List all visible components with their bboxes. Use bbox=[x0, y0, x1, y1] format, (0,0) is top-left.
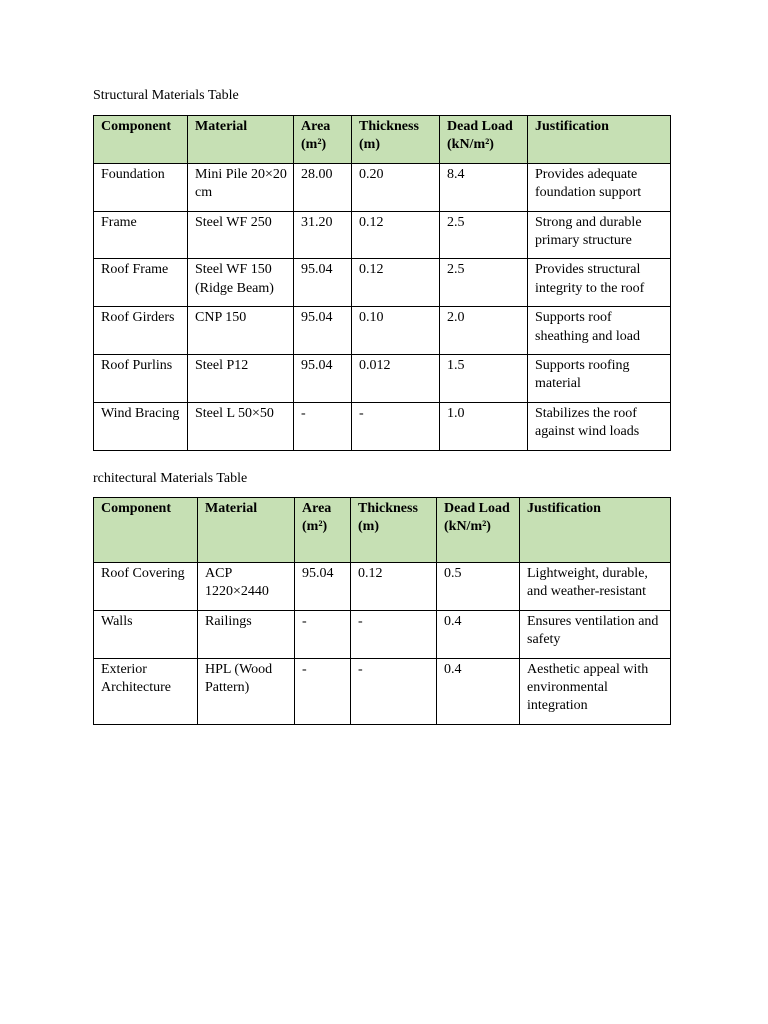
cell-dead-load: 0.5 bbox=[437, 563, 520, 611]
cell-thickness: 0.12 bbox=[352, 259, 440, 307]
cell-thickness: - bbox=[351, 610, 437, 658]
table-row bbox=[94, 658, 671, 724]
header-area: Area (m²) bbox=[294, 116, 352, 164]
cell-component: Roof Frame bbox=[94, 259, 188, 307]
table-row bbox=[94, 402, 671, 450]
cell-component: Roof Girders bbox=[94, 307, 188, 355]
cell-area: 95.04 bbox=[294, 259, 352, 307]
cell-component: Wind Bracing bbox=[94, 402, 188, 450]
cell-thickness: 0.10 bbox=[352, 307, 440, 355]
cell-dead-load: 2.0 bbox=[440, 307, 528, 355]
cell-material: Steel L 50×50 bbox=[188, 402, 294, 450]
cell-justification: Provides structural integrity to the roof bbox=[528, 259, 671, 307]
cell-material: ACP 1220×2440 bbox=[198, 563, 295, 611]
cell-area: - bbox=[294, 402, 352, 450]
cell-area: 31.20 bbox=[294, 211, 352, 259]
cell-justification: Lightweight, durable, and weather-resistant bbox=[520, 563, 671, 611]
header-material: Material bbox=[188, 116, 294, 164]
cell-material: HPL (Wood Pattern) bbox=[198, 658, 295, 724]
cell-area: 95.04 bbox=[294, 307, 352, 355]
header-area: Area (m²) bbox=[295, 498, 351, 563]
cell-component: Walls bbox=[94, 610, 198, 658]
cell-component: Roof Covering bbox=[94, 563, 198, 611]
table-row bbox=[94, 355, 671, 403]
table-header-row bbox=[94, 498, 671, 563]
cell-dead-load: 0.4 bbox=[437, 610, 520, 658]
cell-thickness: 0.20 bbox=[352, 163, 440, 211]
cell-material: Mini Pile 20×20 cm bbox=[188, 163, 294, 211]
cell-component: Roof Purlins bbox=[94, 355, 188, 403]
cell-component: Exterior Architecture bbox=[94, 658, 198, 724]
cell-area: - bbox=[295, 658, 351, 724]
header-justification: Justification bbox=[528, 116, 671, 164]
cell-material: Steel WF 150 (Ridge Beam) bbox=[188, 259, 294, 307]
cell-justification: Provides adequate foundation support bbox=[528, 163, 671, 211]
structural-materials-table bbox=[93, 115, 671, 451]
table-row bbox=[94, 610, 671, 658]
table-row bbox=[94, 211, 671, 259]
cell-justification: Aesthetic appeal with environmental integration bbox=[520, 658, 671, 724]
cell-thickness: 0.12 bbox=[352, 211, 440, 259]
cell-dead-load: 2.5 bbox=[440, 259, 528, 307]
cell-material: Steel WF 250 bbox=[188, 211, 294, 259]
architectural-materials-table bbox=[93, 497, 671, 725]
cell-area: 95.04 bbox=[295, 563, 351, 611]
cell-thickness: 0.012 bbox=[352, 355, 440, 403]
cell-material: Steel P12 bbox=[188, 355, 294, 403]
cell-material: CNP 150 bbox=[188, 307, 294, 355]
architectural-table-title: rchitectural Materials Table bbox=[93, 471, 248, 486]
header-dead-load: Dead Load (kN/m²) bbox=[440, 116, 528, 164]
cell-area: 28.00 bbox=[294, 163, 352, 211]
header-material: Material bbox=[198, 498, 295, 563]
cell-justification: Strong and durable primary structure bbox=[528, 211, 671, 259]
cell-component: Frame bbox=[94, 211, 188, 259]
cell-area: - bbox=[295, 610, 351, 658]
cell-dead-load: 2.5 bbox=[440, 211, 528, 259]
cell-dead-load: 1.0 bbox=[440, 402, 528, 450]
header-dead-load: Dead Load (kN/m²) bbox=[437, 498, 520, 563]
cell-thickness: 0.12 bbox=[351, 563, 437, 611]
table-row bbox=[94, 259, 671, 307]
header-justification: Justification bbox=[520, 498, 671, 563]
cell-area: 95.04 bbox=[294, 355, 352, 403]
cell-justification: Supports roof sheathing and load bbox=[528, 307, 671, 355]
header-thickness: Thickness (m) bbox=[352, 116, 440, 164]
cell-thickness: - bbox=[352, 402, 440, 450]
cell-thickness: - bbox=[351, 658, 437, 724]
table-row bbox=[94, 563, 671, 611]
table-row bbox=[94, 307, 671, 355]
header-component: Component bbox=[94, 116, 188, 164]
header-thickness: Thickness (m) bbox=[351, 498, 437, 563]
cell-justification: Supports roofing material bbox=[528, 355, 671, 403]
cell-material: Railings bbox=[198, 610, 295, 658]
cell-justification: Stabilizes the roof against wind loads bbox=[528, 402, 671, 450]
table-row bbox=[94, 163, 671, 211]
cell-dead-load: 0.4 bbox=[437, 658, 520, 724]
header-component: Component bbox=[94, 498, 198, 563]
structural-table-title: Structural Materials Table bbox=[93, 88, 239, 103]
cell-dead-load: 1.5 bbox=[440, 355, 528, 403]
cell-justification: Ensures ventilation and safety bbox=[520, 610, 671, 658]
cell-component: Foundation bbox=[94, 163, 188, 211]
table-header-row bbox=[94, 116, 671, 164]
cell-dead-load: 8.4 bbox=[440, 163, 528, 211]
